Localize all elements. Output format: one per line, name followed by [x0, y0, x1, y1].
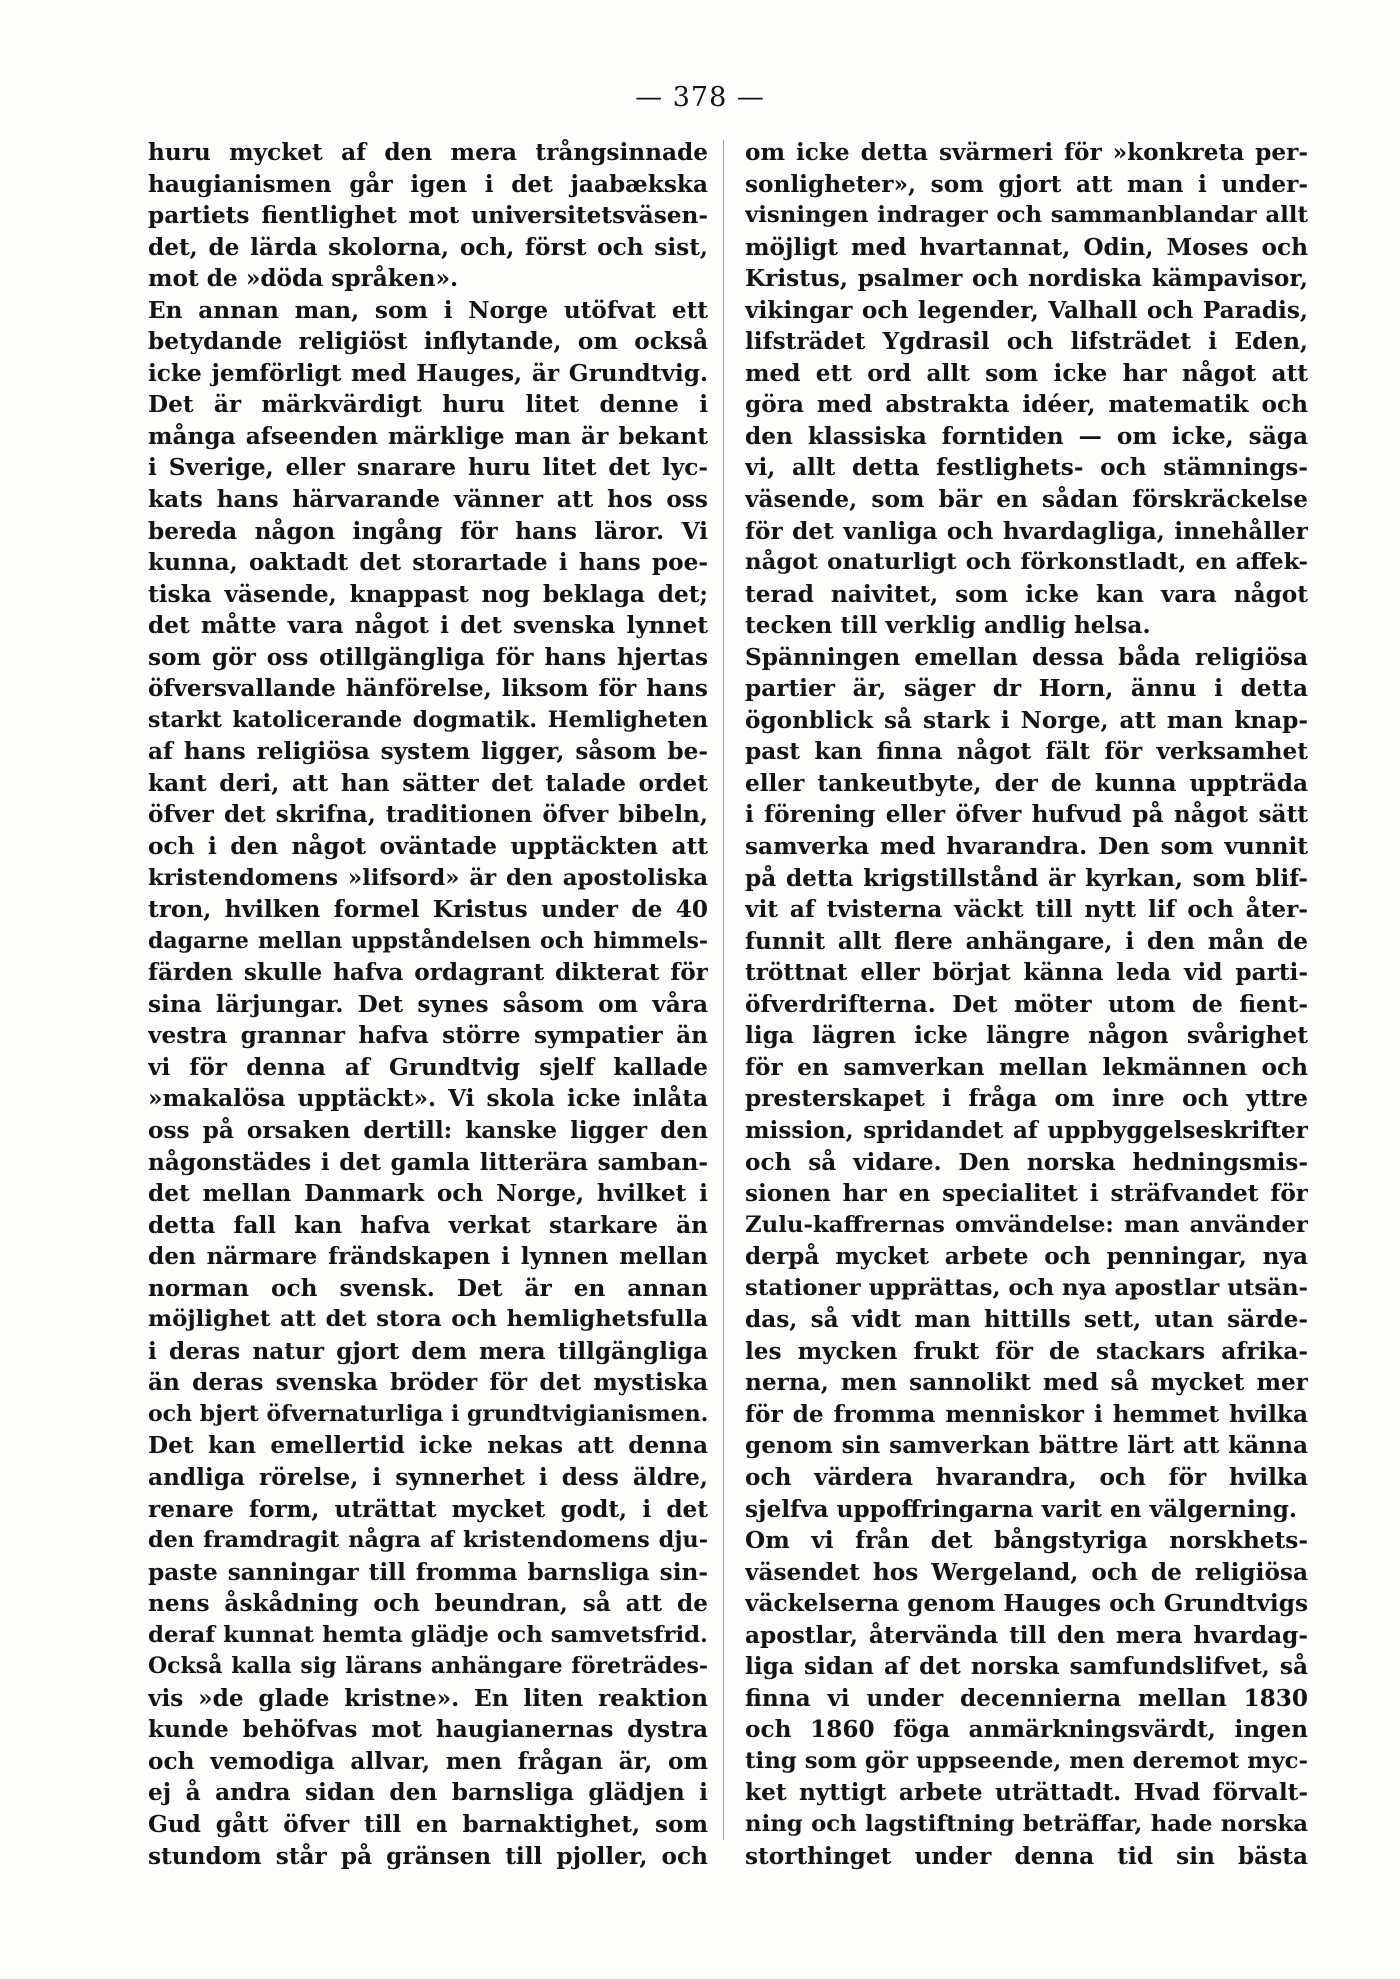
text-line: för det vanliga och hvardagliga, innehåller [745, 517, 1308, 545]
column-divider [723, 140, 724, 1840]
text-line: vis »de glade kristne». En liten reaktion [148, 1684, 708, 1712]
left-text-column [148, 137, 708, 1872]
text-line: tron, hvilken formel Kristus under de 40 [148, 896, 708, 924]
text-line: och vemodiga allvar, men frågan är, om [148, 1747, 708, 1775]
text-line: kunde behöfvas mot haugianernas dystra [148, 1716, 708, 1744]
text-line: oss på orsaken dertill: kanske ligger den [148, 1116, 708, 1144]
text-line: icke jemförligt med Hauges, är Grundtvig. [148, 359, 708, 387]
text-line: sonligheter», som gjort att man i under- [745, 170, 1308, 198]
text-line: många afseenden märklige man är bekant [148, 422, 708, 450]
text-line: funnit allt flere anhängare, i den mån de [745, 927, 1308, 955]
text-line: i förening eller öfver hufvud på något sätt [745, 801, 1308, 829]
text-line: Det är märkvärdigt huru litet denne i [148, 391, 708, 419]
text-line: storthinget under denna tid sin bästa [745, 1842, 1308, 1870]
text-line: vi, allt detta festlighets- och stämnings- [745, 454, 1308, 482]
text-line: i Sverige, eller snarare huru litet det lyc- [148, 454, 708, 482]
text-line: kunna, oaktadt det storartade i hans poe- [148, 549, 708, 577]
text-line: tecken till verklig andlig helsa. [745, 612, 1151, 640]
text-line: deraf kunnat hemta glädje och samvetsfrid. [148, 1621, 708, 1648]
text-line: den klassiska forntiden — om icke, säga [745, 422, 1308, 450]
text-line: Om vi från det bångstyriga norskhets- [745, 1527, 1308, 1555]
text-line: stationer upprättas, och nya apostlar utsän- [745, 1274, 1308, 1301]
text-line: som gör oss otillgängliga för hans hjertas [148, 643, 708, 671]
text-line: liga sidan af det norska samfundslifvet, så [745, 1653, 1308, 1681]
text-line: terad naivitet, som icke kan vara något [745, 580, 1308, 608]
text-line: eller tankeutbyte, der de kunna uppträda [745, 769, 1308, 797]
text-line: betydande religiöst inflytande, om också [148, 328, 708, 356]
text-line: kristendomens »lifsord» är den apostoliska [148, 864, 708, 891]
text-line: detta fall kan hafva verkat starkare än [148, 1211, 708, 1239]
text-line: på detta krigstillstånd är kyrkan, som blif- [745, 864, 1308, 892]
text-line: genom sin samverkan bättre lärt att känna [745, 1432, 1308, 1460]
text-line: andliga rörelse, i synnerhet i dess äldre, [148, 1463, 708, 1491]
text-line: den framdragit några af kristendomens dju- [148, 1527, 708, 1554]
text-line: af hans religiösa system ligger, såsom be- [148, 738, 708, 766]
text-line: stundom står på gränsen till pjoller, och [148, 1842, 708, 1870]
text-line: ket nyttigt arbete uträttadt. Hvad förvalt- [745, 1779, 1308, 1807]
text-line: öfversvallande hänförelse, liksom för hans [148, 675, 708, 703]
text-line: kant deri, att han sätter det talade ordet [148, 769, 708, 797]
text-line: det mellan Danmark och Norge, hvilket i [148, 1180, 708, 1208]
text-line: Gud gått öfver till en barnaktighet, som [148, 1810, 708, 1838]
text-line: derpå mycket arbete och penningar, nya [745, 1243, 1308, 1271]
text-line: det måtte vara något i det svenska lynnet [148, 612, 708, 640]
text-line: öfver det skrifna, traditionen öfver bibeln, [148, 801, 708, 829]
text-line: dagarne mellan uppståndelsen och himmels- [148, 927, 708, 954]
text-line: tröttnat eller börjat känna leda vid parti- [745, 959, 1308, 987]
text-line: det, de lärda skolorna, och, först och sist, [148, 233, 708, 261]
text-line: ning och lagstiftning beträffar, hade norska [745, 1810, 1308, 1837]
text-line: om icke detta svärmeri för »konkreta per- [745, 139, 1308, 166]
text-line: Kristus, psalmer och nordiska kämpavisor, [745, 265, 1308, 293]
text-line: väckelserna genom Hauges och Grundtvigs [745, 1590, 1308, 1618]
text-line: past kan finna något fält för verksamhet [745, 738, 1308, 766]
text-line: och 1860 föga anmärkningsvärdt, ingen [745, 1716, 1308, 1744]
text-line: för en samverkan mellan lekmännen och [745, 1053, 1308, 1081]
text-line: och bjert öfvernaturliga i grundtvigianismen. [148, 1400, 708, 1427]
text-line: möjlighet att det stora och hemlighetsfulla [148, 1306, 708, 1333]
text-line: renare form, uträttat mycket godt, i det [148, 1495, 708, 1523]
text-line: vestra grannar hafva större sympatier än [148, 1022, 708, 1050]
text-line: med ett ord allt som icke har något att [745, 359, 1308, 387]
text-line: någonstädes i det gamla litterära samban- [148, 1148, 708, 1176]
right-text-column [745, 137, 1308, 1872]
text-line: nerna, men sannolikt med så mycket mer [745, 1369, 1308, 1397]
text-line: möjligt med hvartannat, Odin, Moses och [745, 233, 1308, 261]
text-line: nens åskådning och beundran, så att de [148, 1590, 708, 1618]
text-line: partiets fientlighet mot universitetsväsen- [148, 202, 708, 230]
text-line: partier är, säger dr Horn, ännu i detta [745, 675, 1308, 703]
text-line: mission, spridandet af uppbyggelseskrifter [745, 1116, 1308, 1144]
text-line: haugianismen går igen i det jaabækska [148, 170, 708, 198]
text-line: sjelfva uppoffringarna varit en välgerning. [745, 1495, 1297, 1523]
text-line: sina lärjungar. Det synes såsom om våra [148, 990, 708, 1018]
text-line: das, så vidt man hittills sett, utan särde- [745, 1306, 1308, 1334]
text-line: öfverdrifterna. Det möter utom de fient- [745, 990, 1308, 1018]
text-line: vikingar och legender, Valhall och Paradis, [745, 296, 1308, 324]
text-line: En annan man, som i Norge utöfvat ett [148, 296, 708, 324]
text-line: paste sanningar till fromma barnsliga sin- [148, 1558, 708, 1586]
text-line: för de fromma menniskor i hemmet hvilka [745, 1400, 1308, 1428]
text-line: Spänningen emellan dessa båda religiösa [745, 643, 1308, 671]
text-line: färden skulle hafva ordagrant dikterat för [148, 959, 708, 987]
text-line: ögonblick så stark i Norge, att man knap- [745, 706, 1308, 734]
text-line: Zulu-kaffrernas omvändelse: man använder [745, 1211, 1308, 1238]
text-line: »makalösa upptäckt». Vi skola icke inlåta [148, 1085, 708, 1113]
text-line: vit af tvisterna väckt till nytt lif och åter- [745, 896, 1308, 924]
text-line: ting som gör uppseende, men deremot myc- [745, 1747, 1308, 1774]
text-line: bereda någon ingång för hans läror. Vi [148, 517, 708, 545]
text-line: lifsträdet Ygdrasil och lifsträdet i Eden, [745, 328, 1308, 356]
text-line: kats hans härvarande vänner att hos oss [148, 486, 708, 514]
text-line: Också kalla sig lärans anhängare företrädes- [148, 1653, 708, 1680]
text-line: mot de »döda språken». [148, 265, 459, 293]
text-line: och värdera hvarandra, och för hvilka [745, 1463, 1308, 1491]
text-line: än deras svenska bröder för det mystiska [148, 1369, 708, 1397]
text-line: finna vi under decennierna mellan 1830 [745, 1684, 1308, 1712]
text-line: i deras natur gjort dem mera tillgängliga [148, 1337, 708, 1365]
text-line: väsende, som bär en sådan förskräckelse [745, 486, 1308, 514]
page-number: — 378 — [635, 82, 765, 113]
text-line: les mycken frukt för de stackars afrika- [745, 1337, 1308, 1365]
text-line: väsendet hos Wergeland, och de religiösa [745, 1558, 1308, 1586]
text-line: och i den något oväntade upptäckten att [148, 833, 708, 861]
text-line: presterskapet i fråga om inre och yttre [745, 1085, 1308, 1113]
text-line: liga lägren icke längre någon svårighet [745, 1022, 1308, 1050]
text-line: något onaturligt och förkonstladt, en affek- [745, 549, 1308, 576]
text-line: göra med abstrakta idéer, matematik och [745, 391, 1308, 419]
text-line: ej å andra sidan den barnsliga glädjen i [148, 1779, 708, 1807]
text-line: visningen indrager och sammanblandar allt [745, 202, 1308, 229]
text-line: Det kan emellertid icke nekas att denna [148, 1432, 708, 1460]
text-line: och så vidare. Den norska hedningsmis- [745, 1148, 1308, 1176]
text-line: norman och svensk. Det är en annan [148, 1274, 708, 1302]
text-line: vi för denna af Grundtvig sjelf kallade [148, 1053, 708, 1081]
text-line: starkt katolicerande dogmatik. Hemligheten [148, 706, 708, 733]
text-line: huru mycket af den mera trångsinnade [148, 139, 708, 166]
text-line: sionen har en specialitet i sträfvandet för [745, 1180, 1308, 1208]
text-line: apostlar, återvända till den mera hvardag- [745, 1621, 1308, 1649]
text-line: tiska väsende, knappast nog beklaga det; [148, 580, 708, 608]
text-line: samverka med hvarandra. Den som vunnit [745, 833, 1308, 861]
text-line: den närmare frändskapen i lynnen mellan [148, 1243, 708, 1271]
